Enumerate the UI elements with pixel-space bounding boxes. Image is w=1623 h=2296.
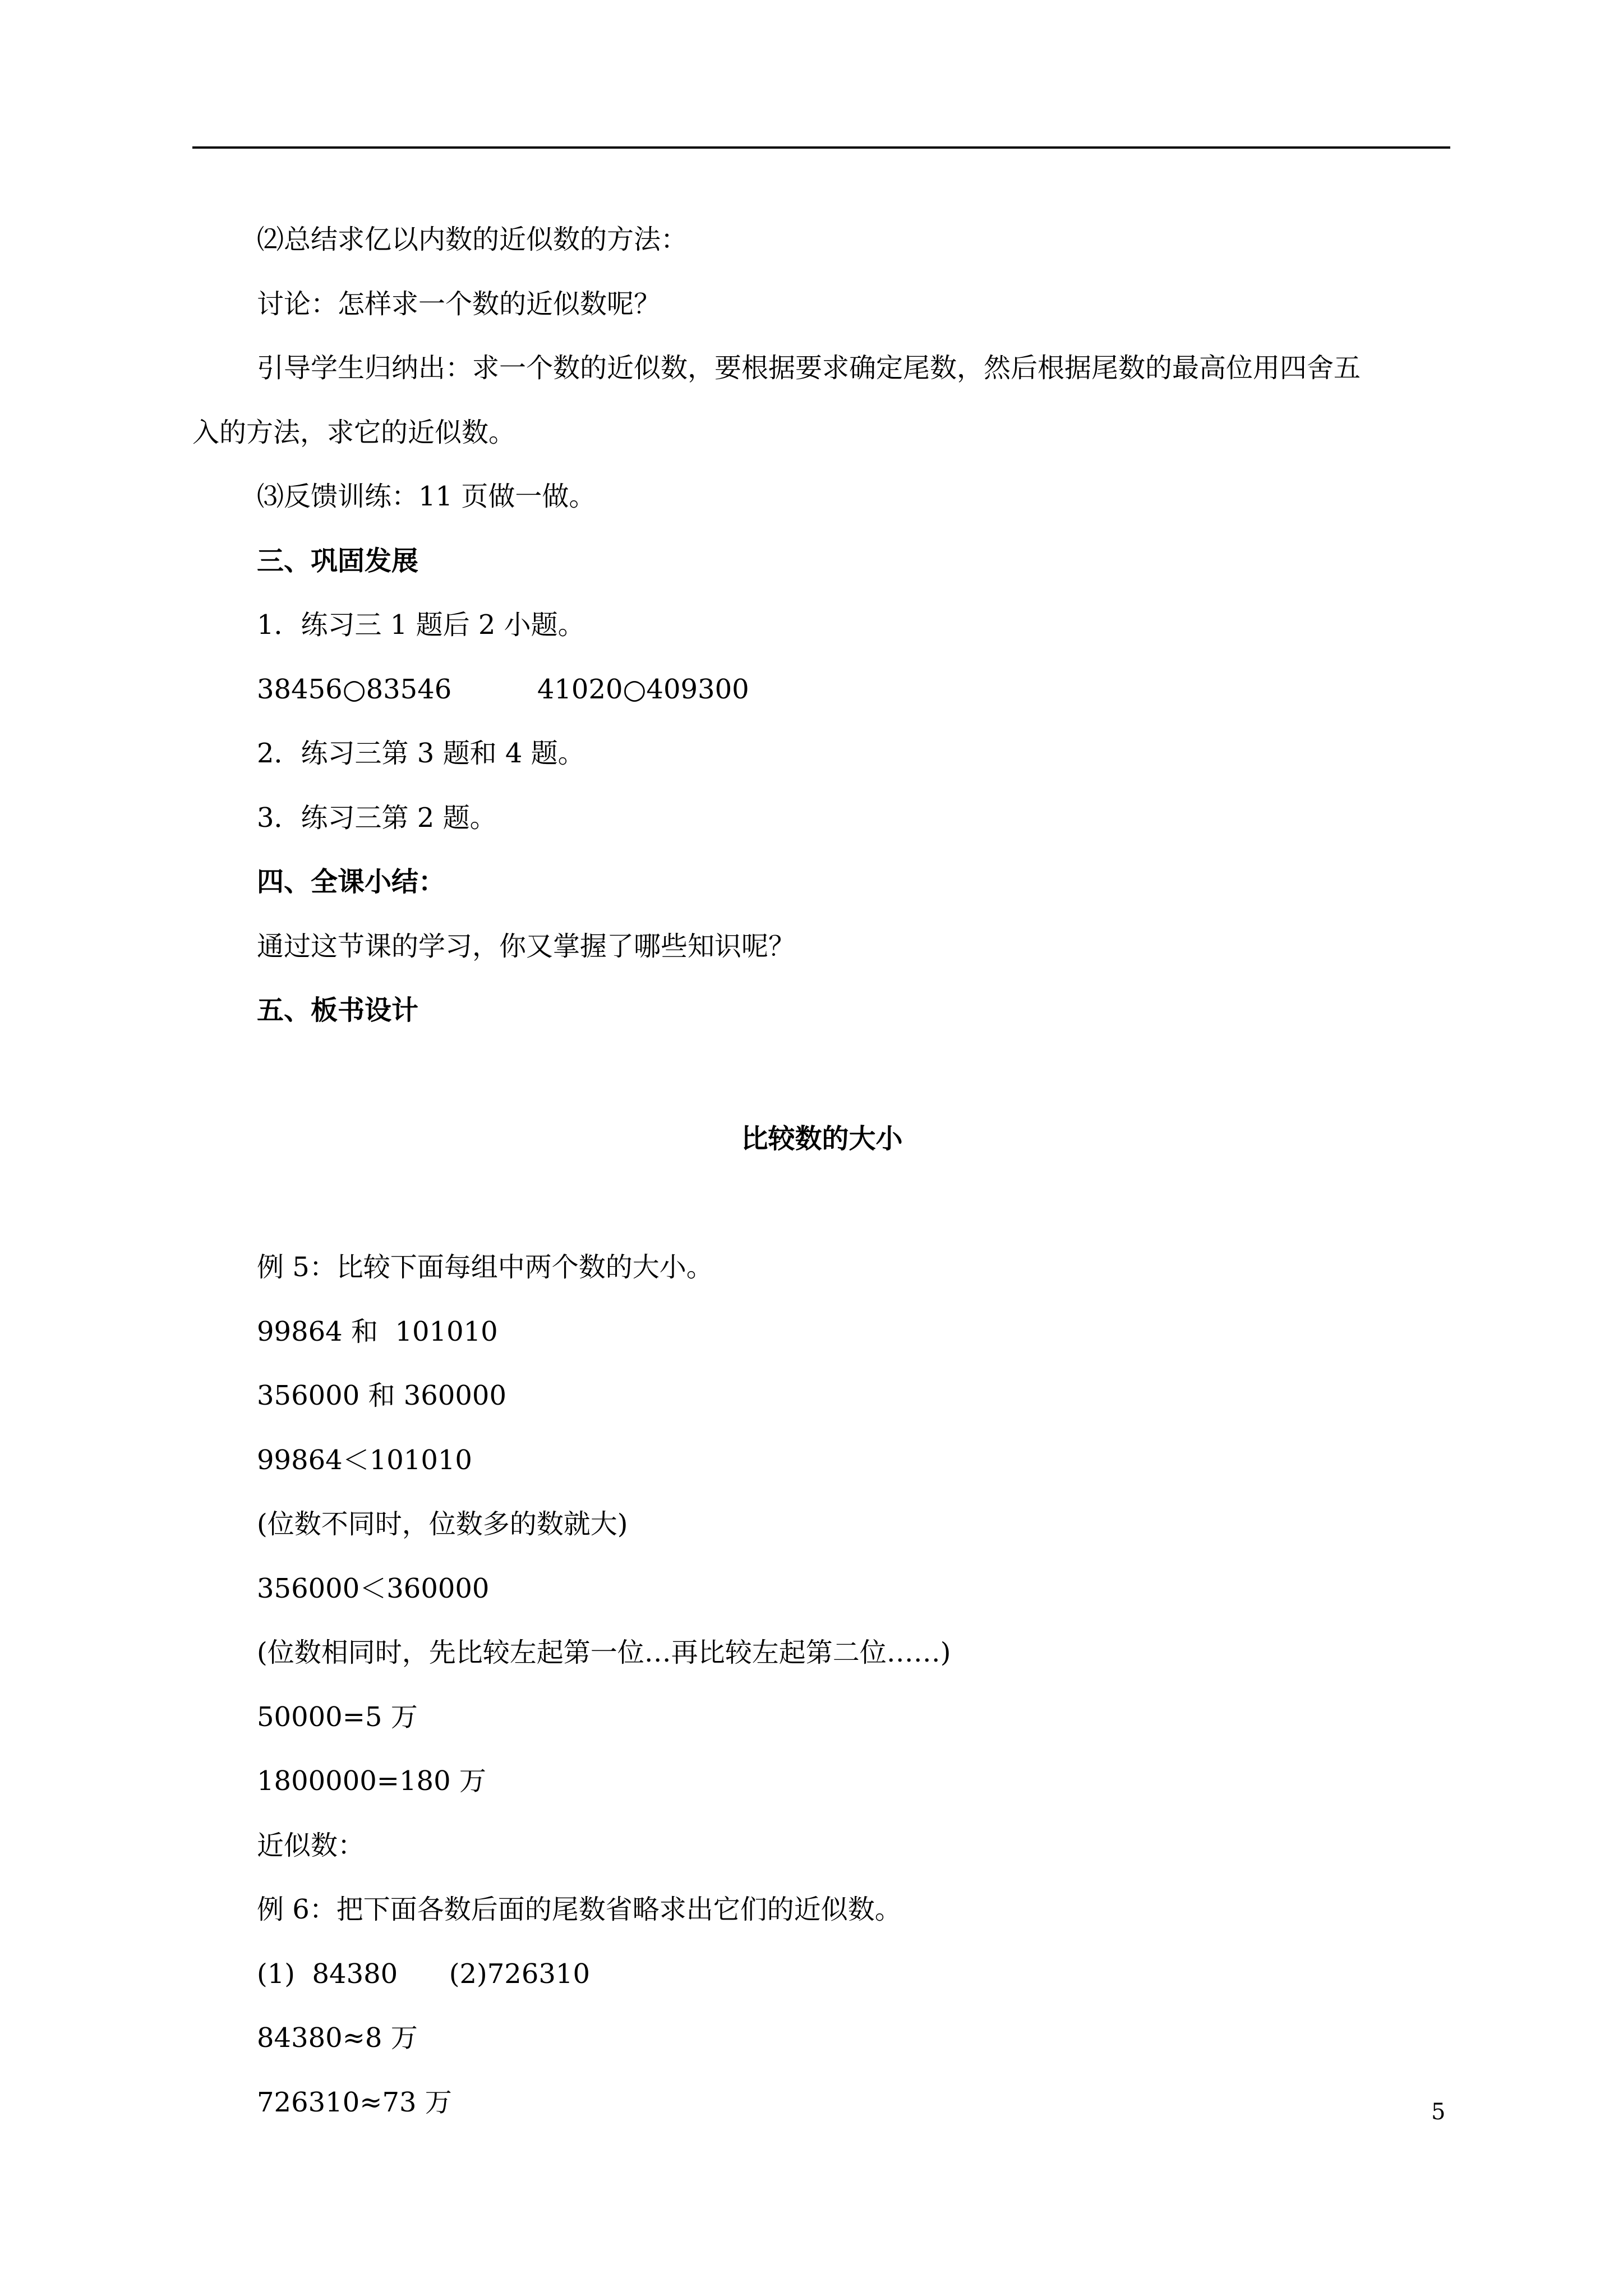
board-line-approx-heading: 近似数： [257, 1829, 365, 1861]
board-line-approx1: 84380≈8 万 [257, 2022, 418, 2054]
board-line-result2: 356000＜360000 [257, 1572, 490, 1604]
spacer [257, 1171, 1451, 1236]
board-line-numbers: (1) 84380 (2)726310 [257, 1958, 590, 1990]
board-line-example6: 例 6：把下面各数后面的尾数省略求出它们的近似数。 [257, 1894, 902, 1925]
document-body [192, 208, 1451, 2134]
text-line-induction-1: 引导学生归纳出：求一个数的近似数，要根据要求确定尾数，然后根据尾数的最高位用四舍五 [257, 352, 1361, 384]
section-heading-4: 四、全课小结： [257, 866, 446, 898]
board-line-conversion2: 1800000=180 万 [257, 1765, 486, 1797]
section-heading-3: 三、巩固发展 [257, 545, 419, 577]
section3-item-2: 2．练习三第 3 题和 4 题。 [257, 738, 585, 769]
board-line-approx2: 726310≈73 万 [257, 2086, 452, 2118]
page-number: 5 [1431, 2099, 1446, 2125]
board-line-result1: 99864＜101010 [257, 1444, 472, 1476]
spacer [257, 1043, 1451, 1107]
board-line-pair1: 99864 和 101010 [257, 1315, 498, 1347]
board-line-example5: 例 5：比较下面每组中两个数的大小。 [257, 1251, 713, 1283]
board-line-pair2: 356000 和 360000 [257, 1380, 506, 1411]
text-line-discussion: 讨论：怎样求一个数的近似数呢？ [257, 288, 661, 320]
board-title: 比较数的大小 [741, 1123, 903, 1154]
section3-item-1: 1．练习三 1 题后 2 小题。 [257, 609, 585, 641]
text-line-feedback: ⑶反馈训练：11 页做一做。 [257, 481, 596, 512]
section-heading-5: 五、板书设计 [257, 995, 419, 1026]
section3-item-3: 3．练习三第 2 题。 [257, 802, 497, 834]
text-line-summary-method: ⑵总结求亿以内数的近似数的方法： [257, 224, 688, 255]
board-line-rule2: (位数相同时，先比较左起第一位…再比较左起第二位……) [257, 1637, 951, 1668]
board-line-rule1: (位数不同时，位数多的数就大) [257, 1508, 628, 1540]
section3-comparison: 38456○83546 41020○409300 [257, 673, 749, 705]
header-rule [192, 146, 1450, 149]
text-line-induction-2: 入的方法，求它的近似数。 [192, 416, 516, 448]
board-line-conversion1: 50000=5 万 [257, 1701, 418, 1733]
section4-text: 通过这节课的学习，你又掌握了哪些知识呢？ [257, 930, 796, 962]
